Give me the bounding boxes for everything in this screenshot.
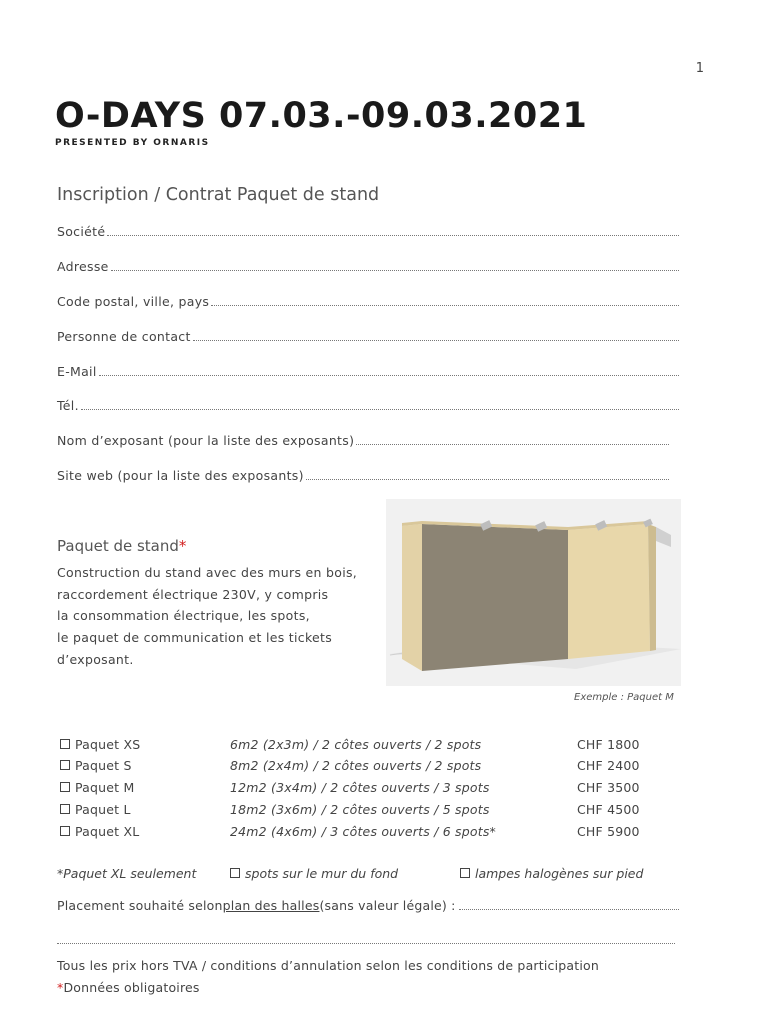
package-label: Paquet M — [75, 780, 135, 795]
required-asterisk: * — [178, 537, 187, 555]
checkbox[interactable] — [60, 826, 70, 836]
stand-description — [57, 562, 357, 671]
package-spec: 24m2 (4x6m) / 3 côtes ouverts / 6 spots* — [230, 824, 496, 839]
stand-title — [57, 537, 186, 555]
field-tel[interactable] — [57, 398, 679, 413]
package-row-xl[interactable] — [60, 824, 680, 844]
field-label: Tél. — [57, 398, 79, 413]
package-spec: 12m2 (3x4m) / 2 côtes ouverts / 3 spots — [230, 780, 490, 795]
placement-field[interactable] — [57, 898, 679, 913]
package-label: Paquet L — [75, 802, 131, 817]
fill-line[interactable] — [211, 295, 679, 306]
placement-prefix: Placement souhaité selon — [57, 898, 223, 913]
field-label: Nom d’exposant (pour la liste des exposants) — [57, 433, 355, 448]
package-spec: 6m2 (2x3m) / 2 côtes ouverts / 2 spots — [230, 737, 482, 752]
fill-line[interactable] — [111, 260, 679, 271]
package-spec: 18m2 (3x6m) / 2 côtes ouverts / 5 spots — [230, 802, 490, 817]
required-asterisk: * — [57, 980, 64, 995]
description-line: Construction du stand avec des murs en bois, — [57, 565, 358, 580]
checkbox[interactable] — [460, 868, 470, 878]
package-name[interactable] — [60, 758, 132, 773]
package-label: Paquet S — [75, 758, 132, 773]
field-label: Société — [57, 224, 106, 239]
package-name[interactable] — [60, 802, 131, 817]
checkbox[interactable] — [60, 739, 70, 749]
package-spec: 8m2 (2x4m) / 2 côtes ouverts / 2 spots — [230, 758, 482, 773]
package-label: Paquet XS — [75, 737, 141, 752]
description-line: d’exposant. — [57, 651, 134, 667]
field-contact[interactable] — [57, 329, 679, 344]
field-label: Personne de contact — [57, 329, 191, 344]
stand-example-image — [386, 499, 681, 686]
fill-line[interactable] — [81, 399, 679, 410]
package-price: CHF 4500 — [577, 802, 640, 817]
xl-option-spots[interactable] — [230, 866, 398, 881]
field-adresse[interactable] — [57, 259, 679, 274]
description-line: la consommation électrique, les spots, — [57, 608, 310, 624]
field-label: Adresse — [57, 259, 109, 274]
required-note — [57, 980, 200, 995]
package-price: CHF 1800 — [577, 737, 640, 752]
package-row-xs[interactable] — [60, 737, 680, 757]
description-line: raccordement électrique 230V, y compris — [57, 586, 329, 602]
prices-note: Tous les prix hors TVA / conditions d’annulation selon les conditions de participation — [57, 958, 600, 973]
checkbox[interactable] — [60, 804, 70, 814]
package-price: CHF 2400 — [577, 758, 640, 773]
event-subtitle: PRESENTED BY ORNARIS — [55, 138, 210, 148]
checkbox[interactable] — [230, 868, 240, 878]
field-email[interactable] — [57, 364, 679, 379]
package-row-s[interactable] — [60, 758, 680, 778]
fill-line[interactable] — [459, 899, 679, 910]
field-societe[interactable] — [57, 224, 679, 239]
required-note-text: Données obligatoires — [63, 980, 200, 995]
package-row-m[interactable] — [60, 780, 680, 800]
package-row-l[interactable] — [60, 802, 680, 822]
package-name[interactable] — [60, 737, 140, 752]
hall-plan-link[interactable]: plan des halles — [222, 898, 320, 913]
xl-note: *Paquet XL seulement — [57, 866, 197, 881]
description-line: le paquet de communication et les tickets — [57, 630, 333, 646]
option-label: lampes halogènes sur pied — [475, 866, 644, 881]
package-price: CHF 5900 — [577, 824, 640, 839]
field-code-postal[interactable] — [57, 294, 679, 309]
package-price: CHF 3500 — [577, 780, 640, 795]
field-nom-exposant[interactable] — [57, 433, 669, 448]
fill-line[interactable] — [99, 365, 679, 376]
checkbox[interactable] — [60, 760, 70, 770]
xl-option-halogen[interactable] — [460, 866, 643, 881]
booth-illustration — [386, 499, 681, 686]
form-title: Inscription / Contrat Paquet de stand — [57, 185, 380, 205]
package-name[interactable] — [60, 780, 134, 795]
fill-line[interactable] — [193, 330, 679, 341]
field-label: E-Mail — [57, 364, 97, 379]
placement-suffix: (sans valeur légale) : — [319, 898, 456, 913]
field-site-web[interactable] — [57, 468, 669, 483]
option-label: spots sur le mur du fond — [245, 866, 399, 881]
fill-line[interactable] — [356, 434, 669, 445]
page-number: 1 — [695, 61, 704, 76]
fill-line[interactable] — [306, 469, 669, 480]
field-label: Code postal, ville, pays — [57, 294, 210, 309]
package-name[interactable] — [60, 824, 139, 839]
field-label: Site web (pour la liste des exposants) — [57, 468, 304, 483]
image-caption: Exemple : Paquet M — [574, 692, 674, 703]
package-label: Paquet XL — [75, 824, 140, 839]
event-title: O-DAYS 07.03.-09.03.2021 — [55, 96, 588, 136]
fill-line[interactable] — [107, 225, 679, 236]
stand-title-text: Paquet de stand — [57, 537, 179, 555]
checkbox[interactable] — [60, 782, 70, 792]
placement-fill-line-2[interactable] — [57, 935, 675, 944]
